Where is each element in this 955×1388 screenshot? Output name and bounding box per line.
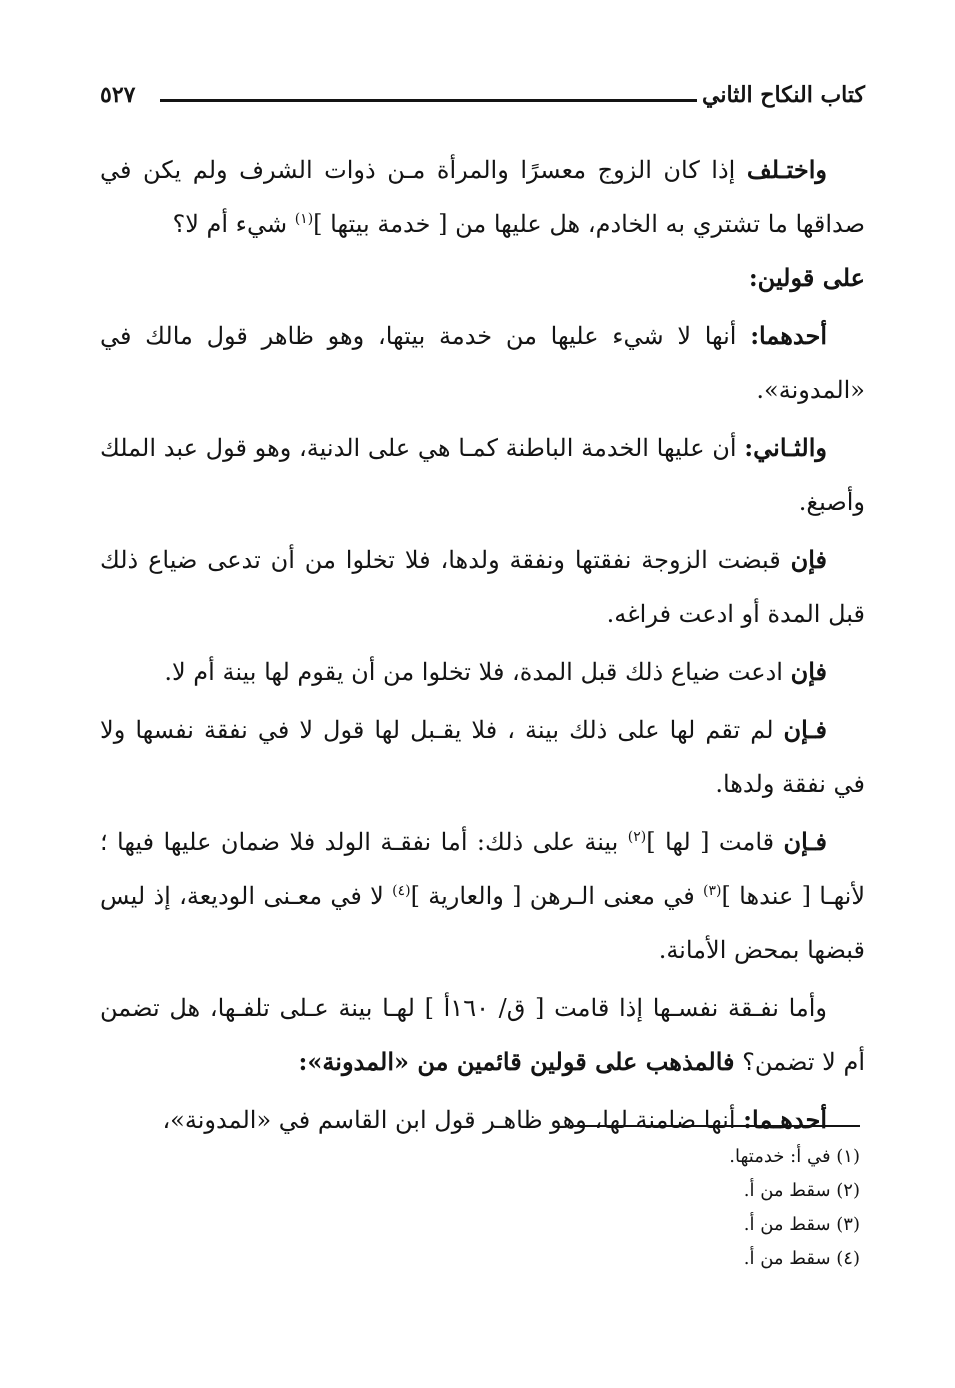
paragraph-text: ادعت ضياع ذلك قبل المدة، فلا تخلوا من أن يقوم لها بينة أم لا. bbox=[164, 658, 791, 686]
paragraph-text: بينة على ذلك: أما نفقـة الولد فلا ضمان عليها فيها ؛ لأنهـا [ عندها ] bbox=[100, 828, 866, 910]
paragraph-lead: فإن bbox=[790, 657, 827, 686]
paragraph-tail: على قولين: bbox=[748, 263, 865, 292]
paragraph-text: لم تقم لها على ذلك بينة ، فلا يقـبل لها قول لا في نفقة نفسها ولا في نفقة ولدها. bbox=[100, 716, 865, 798]
page-number: ٥٢٧ bbox=[100, 82, 136, 108]
paragraph-lead: واختـلف bbox=[746, 155, 827, 184]
footnote-3: (٣) سقط من أ. bbox=[743, 1214, 860, 1235]
paragraph-text: قامت [ لها ] bbox=[646, 828, 784, 856]
paragraph-lead: أحدهما: bbox=[750, 321, 827, 350]
paragraph-5 bbox=[100, 645, 865, 699]
paragraph-text: لا في معـنى الوديعة، إذ ليس قبضها بمحض الأمانة. bbox=[100, 882, 865, 964]
paragraph-lead: فـإن bbox=[783, 715, 827, 744]
paragraph-text: إذا كان الزوج معسرًا والمرأة مـن ذوات الشرف ولم يكن في صداقها ما تشتري به الخادم، هل عليها من [ خدمة بيتها ] bbox=[100, 156, 865, 238]
footnotes bbox=[460, 1140, 860, 1276]
footnote-separator bbox=[570, 1125, 860, 1127]
footnote-marker[interactable]: (٢) bbox=[627, 829, 647, 845]
paragraph-lead: والثـاني: bbox=[744, 433, 827, 462]
paragraph-text: شيء أم لا؟ bbox=[172, 210, 295, 238]
paragraph-bold-tail: فالمذهب على قولين قائمين من «المدونة»: bbox=[298, 1047, 735, 1076]
paragraph-text: في معنى الـرهن [ والعارية ] bbox=[410, 882, 704, 910]
paragraph-text: أنها لا شيء عليها من خدمة بيتها، وهو ظاهر قول مالك في «المدونة». bbox=[100, 322, 865, 404]
footnote-4: (٤) سقط من أ. bbox=[743, 1248, 860, 1269]
footnote-1: (١) في أ: خدمتها. bbox=[729, 1146, 860, 1167]
footnote-marker[interactable]: (٣) bbox=[703, 883, 722, 899]
footnote-marker[interactable]: (٤) bbox=[392, 883, 411, 899]
paragraph-text: أنها ضامنة لها، وهو ظاهـر قول ابن القاسم في «المدونة»، bbox=[162, 1106, 744, 1134]
paragraph-lead: أحدهـما: bbox=[743, 1105, 827, 1134]
paragraph-4 bbox=[100, 533, 865, 641]
chapter-title: كتاب النكاح الثاني bbox=[702, 82, 865, 108]
paragraph-lead: فـإن bbox=[783, 827, 827, 856]
paragraph-9 bbox=[100, 1093, 865, 1147]
main-text bbox=[100, 143, 865, 1151]
paragraph-1 bbox=[100, 143, 865, 305]
paragraph-3 bbox=[100, 421, 865, 529]
header-rule bbox=[160, 99, 697, 102]
paragraph-text: قبضت الزوجة نفقتها ونفقة ولدها، فلا تخلوا من أن تدعى ضياع ذلك قبل المدة أو ادعت فراغه. bbox=[100, 546, 865, 628]
paragraph-text: وأما نفـقة نفسـها إذا قامت [ ق/ ١٦٠أ ] لهـا بينة عـلى تلفـها، هل تضمن أم لا تضمن؟ bbox=[100, 994, 865, 1076]
running-header bbox=[100, 78, 865, 118]
paragraph-7 bbox=[100, 815, 865, 977]
paragraph-6 bbox=[100, 703, 865, 811]
paragraph-text: أن عليها الخدمة الباطنة كمـا هي على الدنية، وهو قول عبد الملك وأصبغ. bbox=[100, 434, 865, 516]
paragraph-lead: فإن bbox=[790, 545, 827, 574]
footnote-marker[interactable]: (١) bbox=[294, 211, 314, 227]
paragraph-2 bbox=[100, 309, 865, 417]
paragraph-8 bbox=[100, 981, 865, 1089]
footnote-2: (٢) سقط من أ. bbox=[743, 1180, 860, 1201]
